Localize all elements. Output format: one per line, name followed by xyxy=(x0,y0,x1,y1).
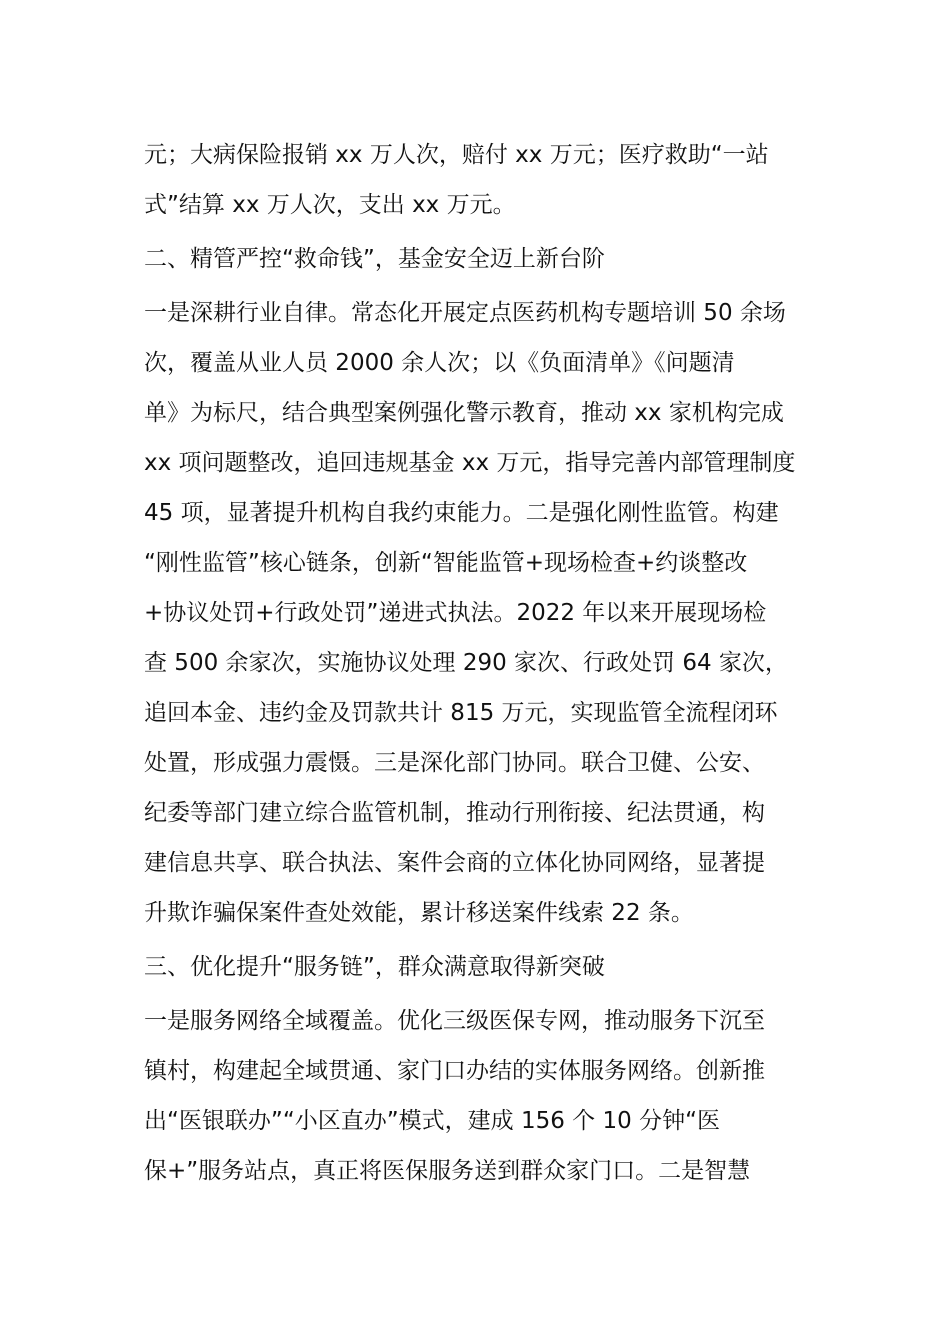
text-line: 纪委等部门建立综合监管机制，推动行刑衔接、纪法贯通，构 xyxy=(144,800,765,826)
text-line: “刚性监管”核心链条，创新“智能监管+现场检查+约谈整改 xyxy=(144,550,748,576)
text-line: 单》为标尺，结合典型案例强化警示教育，推动 xx 家机构完成 xyxy=(144,400,784,426)
text-line: 元；大病保险报销 xx 万人次，赔付 xx 万元；医疗救助“一站 xyxy=(144,142,769,168)
text-line: 保+”服务站点，真正将医保服务送到群众家门口。二是智慧 xyxy=(144,1158,751,1184)
text-line: 一是服务网络全域覆盖。优化三级医保专网，推动服务下沉至 xyxy=(144,1008,765,1034)
paragraph-section-2 xyxy=(144,288,809,938)
text-line: 查 500 余家次，实施协议处理 290 家次、行政处罚 64 家次， xyxy=(144,650,788,676)
text-line: 式”结算 xx 万人次，支出 xx 万元。 xyxy=(144,192,516,218)
text-line: 追回本金、违约金及罚款共计 815 万元，实现监管全流程闭环 xyxy=(144,700,778,726)
text-line: 出“医银联办”“小区直办”模式，建成 156 个 10 分钟“医 xyxy=(144,1108,720,1134)
text-line: 次，覆盖从业人员 2000 余人次；以《负面清单》《问题清 xyxy=(144,350,735,376)
text-line: 处置，形成强力震慑。三是深化部门协同。联合卫健、公安、 xyxy=(144,750,765,776)
paragraph-intro xyxy=(144,130,809,230)
text-line: 镇村，构建起全域贯通、家门口办结的实体服务网络。创新推 xyxy=(144,1058,765,1084)
document-body xyxy=(144,130,809,1196)
section-heading-2: 二、精管严控“救命钱”，基金安全迈上新台阶 xyxy=(144,246,605,272)
text-line: 升欺诈骗保案件查处效能，累计移送案件线索 22 条。 xyxy=(144,900,694,926)
section-heading-3: 三、优化提升“服务链”，群众满意取得新突破 xyxy=(144,954,605,980)
text-line: 一是深耕行业自律。常态化开展定点医药机构专题培训 50 余场 xyxy=(144,300,786,326)
text-line: 45 项，显著提升机构自我约束能力。二是强化刚性监管。构建 xyxy=(144,500,779,526)
paragraph-section-3 xyxy=(144,996,809,1196)
text-line: 建信息共享、联合执法、案件会商的立体化协同网络，显著提 xyxy=(144,850,765,876)
text-line: +协议处罚+行政处罚”递进式执法。2022 年以来开展现场检 xyxy=(144,600,767,626)
text-line: xx 项问题整改，追回违规基金 xx 万元，指导完善内部管理制度 xyxy=(144,450,796,476)
